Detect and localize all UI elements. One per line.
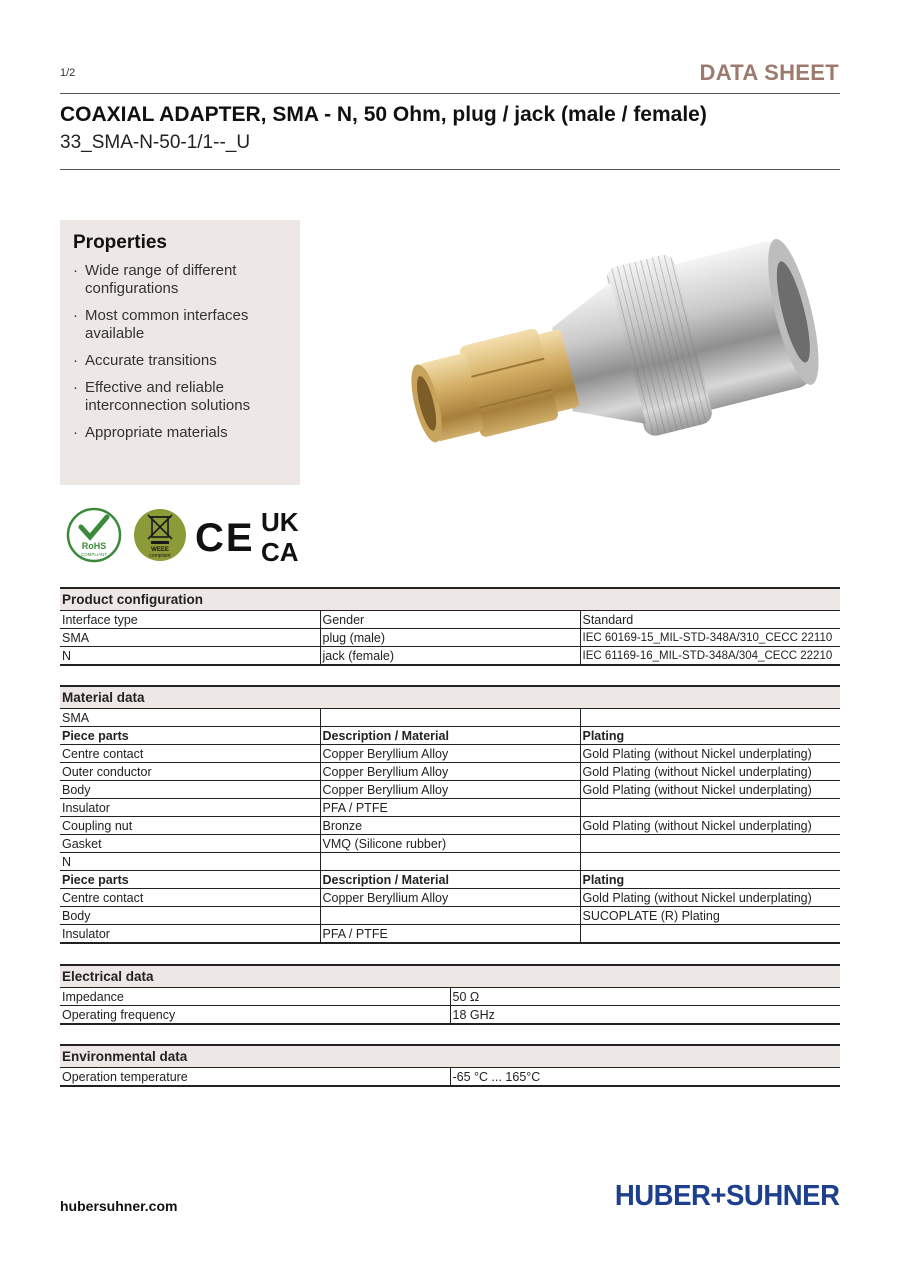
table-cell: Gold Plating (without Nickel underplating)	[580, 889, 840, 907]
table-cell: Copper Beryllium Alloy	[320, 781, 580, 799]
properties-list	[73, 262, 293, 451]
table-row	[60, 925, 840, 944]
table-row	[60, 781, 840, 799]
table-cell	[580, 925, 840, 944]
material-data-heading: Material data	[60, 686, 840, 709]
table-cell: Operating frequency	[60, 1006, 450, 1025]
table-row	[60, 629, 840, 647]
table-cell: Copper Beryllium Alloy	[320, 889, 580, 907]
product-configuration-heading: Product configuration	[60, 588, 840, 611]
table-cell: Impedance	[60, 988, 450, 1006]
table-cell: Insulator	[60, 799, 320, 817]
table-cell: Outer conductor	[60, 763, 320, 781]
table-cell: IEC 60169-15_MIL-STD-348A/310_CECC 22110	[580, 629, 840, 647]
table-row	[60, 763, 840, 781]
table-cell: N	[60, 647, 320, 666]
table-cell: VMQ (Silicone rubber)	[320, 835, 580, 853]
table-cell: Operation temperature	[60, 1068, 450, 1087]
material-data-table	[60, 685, 840, 944]
table-cell: Centre contact	[60, 745, 320, 763]
brand-logo: HUBER+SUHNER	[615, 1180, 840, 1212]
properties-heading: Properties	[73, 232, 167, 253]
weee-subtext: compliant	[149, 553, 171, 559]
column-header: Piece parts	[60, 727, 320, 745]
column-header: Plating	[580, 871, 840, 889]
table-cell: Copper Beryllium Alloy	[320, 745, 580, 763]
table-row	[60, 745, 840, 763]
table-cell: plug (male)	[320, 629, 580, 647]
table-row	[60, 727, 840, 745]
page-title: COAXIAL ADAPTER, SMA - N, 50 Ohm, plug / jack (male / female)	[60, 103, 707, 126]
table-row	[60, 988, 840, 1006]
table-row	[60, 853, 840, 871]
certification-logos	[65, 505, 325, 565]
table-cell: Gasket	[60, 835, 320, 853]
table-row	[60, 817, 840, 835]
table-cell: Bronze	[320, 817, 580, 835]
section-label: N	[60, 853, 320, 871]
doc-type-heading: DATA SHEET	[699, 60, 839, 85]
ukca-line1: UK	[261, 507, 299, 537]
header-rule	[60, 93, 840, 94]
environmental-data-heading: Environmental data	[60, 1045, 840, 1068]
property-item: · Wide range of different configurations	[73, 262, 293, 298]
table-cell: Coupling nut	[60, 817, 320, 835]
property-item: · Accurate transitions	[73, 352, 293, 370]
column-header: Interface type	[60, 611, 320, 629]
table-cell: IEC 61169-16_MIL-STD-348A/304_CECC 22210	[580, 647, 840, 666]
table-cell: Body	[60, 907, 320, 925]
table-cell: PFA / PTFE	[320, 925, 580, 944]
property-item: · Effective and reliable interconnection solutions	[73, 379, 293, 415]
properties-panel	[60, 220, 300, 485]
column-header: Plating	[580, 727, 840, 745]
table-row	[60, 647, 840, 666]
column-header: Piece parts	[60, 871, 320, 889]
table-row	[60, 835, 840, 853]
table-row	[60, 907, 840, 925]
rohs-icon	[68, 509, 120, 561]
ce-mark-icon: CE	[195, 516, 255, 560]
page-number: 1/2	[60, 67, 76, 79]
table-cell	[580, 799, 840, 817]
electrical-data-heading: Electrical data	[60, 965, 840, 988]
table-row	[60, 1068, 840, 1087]
table-cell: PFA / PTFE	[320, 799, 580, 817]
article-number: 33_SMA-N-50-1/1--_U	[60, 132, 251, 153]
section-label: SMA	[60, 709, 320, 727]
table-row	[60, 611, 840, 629]
column-header: Standard	[580, 611, 840, 629]
table-cell: Centre contact	[60, 889, 320, 907]
table-cell: Gold Plating (without Nickel underplating)	[580, 745, 840, 763]
electrical-data-table	[60, 964, 840, 1025]
table-cell	[580, 835, 840, 853]
environmental-data-table	[60, 1044, 840, 1087]
table-cell: Gold Plating (without Nickel underplating)	[580, 781, 840, 799]
table-row	[60, 709, 840, 727]
column-header: Gender	[320, 611, 580, 629]
table-cell: Gold Plating (without Nickel underplating)	[580, 817, 840, 835]
table-cell: SUCOPLATE (R) Plating	[580, 907, 840, 925]
product-image	[380, 225, 820, 485]
table-cell: Insulator	[60, 925, 320, 944]
column-header: Description / Material	[320, 871, 580, 889]
ukca-line2: CA	[261, 537, 299, 565]
product-configuration-table	[60, 587, 840, 666]
table-cell: Gold Plating (without Nickel underplating)	[580, 763, 840, 781]
table-cell: Copper Beryllium Alloy	[320, 763, 580, 781]
property-item: · Appropriate materials	[73, 424, 293, 442]
weee-text: WEEE	[151, 547, 169, 553]
table-cell: jack (female)	[320, 647, 580, 666]
table-cell: 18 GHz	[450, 1006, 840, 1025]
table-row	[60, 889, 840, 907]
property-item: · Most common interfaces available	[73, 307, 293, 343]
table-cell: Body	[60, 781, 320, 799]
column-header: Description / Material	[320, 727, 580, 745]
table-cell	[320, 907, 580, 925]
table-cell: -65 °C ... 165°C	[450, 1068, 840, 1087]
weee-icon	[134, 509, 186, 561]
table-row	[60, 871, 840, 889]
rohs-subtext: COMPLIANT	[80, 552, 108, 557]
table-row	[60, 799, 840, 817]
footer-website-link[interactable]: hubersuhner.com	[60, 1198, 178, 1214]
table-cell: SMA	[60, 629, 320, 647]
rohs-text: RoHS	[81, 541, 107, 551]
title-rule	[60, 169, 840, 170]
table-row	[60, 1006, 840, 1025]
ukca-mark-icon	[261, 507, 299, 565]
table-cell: 50 Ω	[450, 988, 840, 1006]
